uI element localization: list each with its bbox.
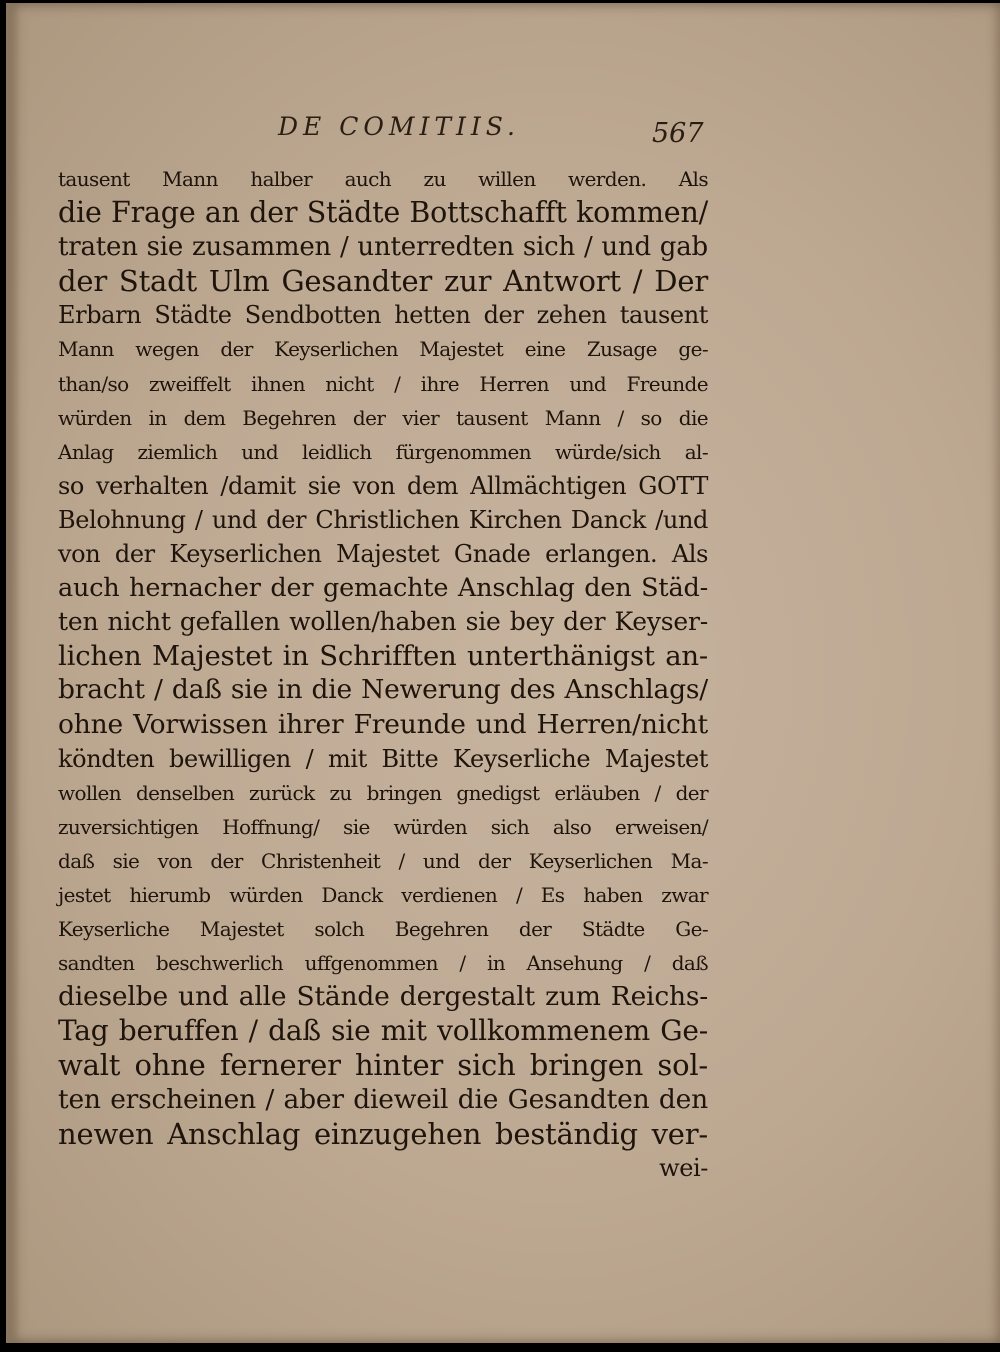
text-line: jestet hierumb würden Danck verdienen / Es haben zwar — [58, 882, 708, 907]
text-line: Mann wegen der Keyserlichen Majestet eine Zusage ge- — [58, 337, 708, 362]
text-line: wollen denselben zurück zu bringen gnedigst erläuben / der — [58, 780, 708, 805]
page-gutter-shadow — [6, 3, 20, 1343]
page-number: 567 — [652, 118, 704, 149]
text-line: daß sie von der Christenheit / und der Keyserlichen Ma- — [58, 848, 708, 873]
text-line: von der Keyserlichen Majestet Gnade erlangen. Als — [58, 540, 708, 569]
text-line: ten nicht gefallen wollen/haben sie bey der Keyser- — [58, 607, 708, 637]
text-line: Belohnung / und der Christlichen Kirchen Danck /und — [58, 505, 708, 534]
page-header — [0, 108, 1000, 148]
text-line: so verhalten /damit sie von dem Allmächtigen GOTT — [58, 471, 708, 500]
text-line: Erbarn Städte Sendbotten hetten der zehen tausent — [58, 301, 708, 330]
text-line: die Frage an der Städte Bottschafft kommen/ — [58, 196, 708, 230]
text-line: walt ohne fernerer hinter sich bringen sol- — [58, 1048, 708, 1083]
text-line: tausent Mann halber auch zu willen werden. Als — [58, 167, 708, 191]
text-line: Keyserliche Majestet solch Begehren der Städte Ge- — [58, 917, 708, 942]
text-line: auch hernacher der gemachte Anschlag den Städ- — [58, 573, 708, 604]
text-line: würden in dem Begehren der vier tausent Mann / so die — [58, 405, 708, 430]
text-line: köndten bewilligen / mit Bitte Keyserliche Majestet — [58, 744, 708, 773]
text-line: Anlag ziemlich und leidlich fürgenommen würde/sich al- — [58, 439, 708, 464]
catchword: wei- — [659, 1153, 708, 1182]
text-line: bracht / daß sie in die Newerung des Anschlags/ — [58, 674, 708, 706]
text-line: lichen Majestet in Schrifften unterthänigst an- — [58, 640, 708, 673]
text-line: Tag beruffen / daß sie mit vollkommenem Ge- — [58, 1014, 708, 1048]
text-line: dieselbe und alle Stände dergestalt zum Reichs- — [58, 981, 708, 1013]
text-line: traten sie zusammen / unterredten sich / und gab — [58, 232, 708, 263]
text-line: sandten beschwerlich uffgenommen / in Ansehung / daß — [58, 951, 708, 976]
text-line: newen Anschlag einzugehen beständig ver- — [58, 1116, 708, 1151]
text-line: der Stadt Ulm Gesandter zur Antwort / Der — [58, 264, 708, 299]
text-line: than/so zweiffelt ihnen nicht / ihre Herren und Freunde — [58, 371, 708, 396]
body-text — [58, 162, 708, 1185]
text-line: ohne Vorwissen ihrer Freunde und Herren/nicht — [58, 708, 708, 740]
text-line: zuversichtigen Hoffnung/ sie würden sich also erweisen/ — [58, 814, 708, 839]
text-line: ten erscheinen / aber dieweil die Gesandten den — [58, 1083, 708, 1115]
running-head: DE COMITIIS. — [278, 112, 520, 141]
